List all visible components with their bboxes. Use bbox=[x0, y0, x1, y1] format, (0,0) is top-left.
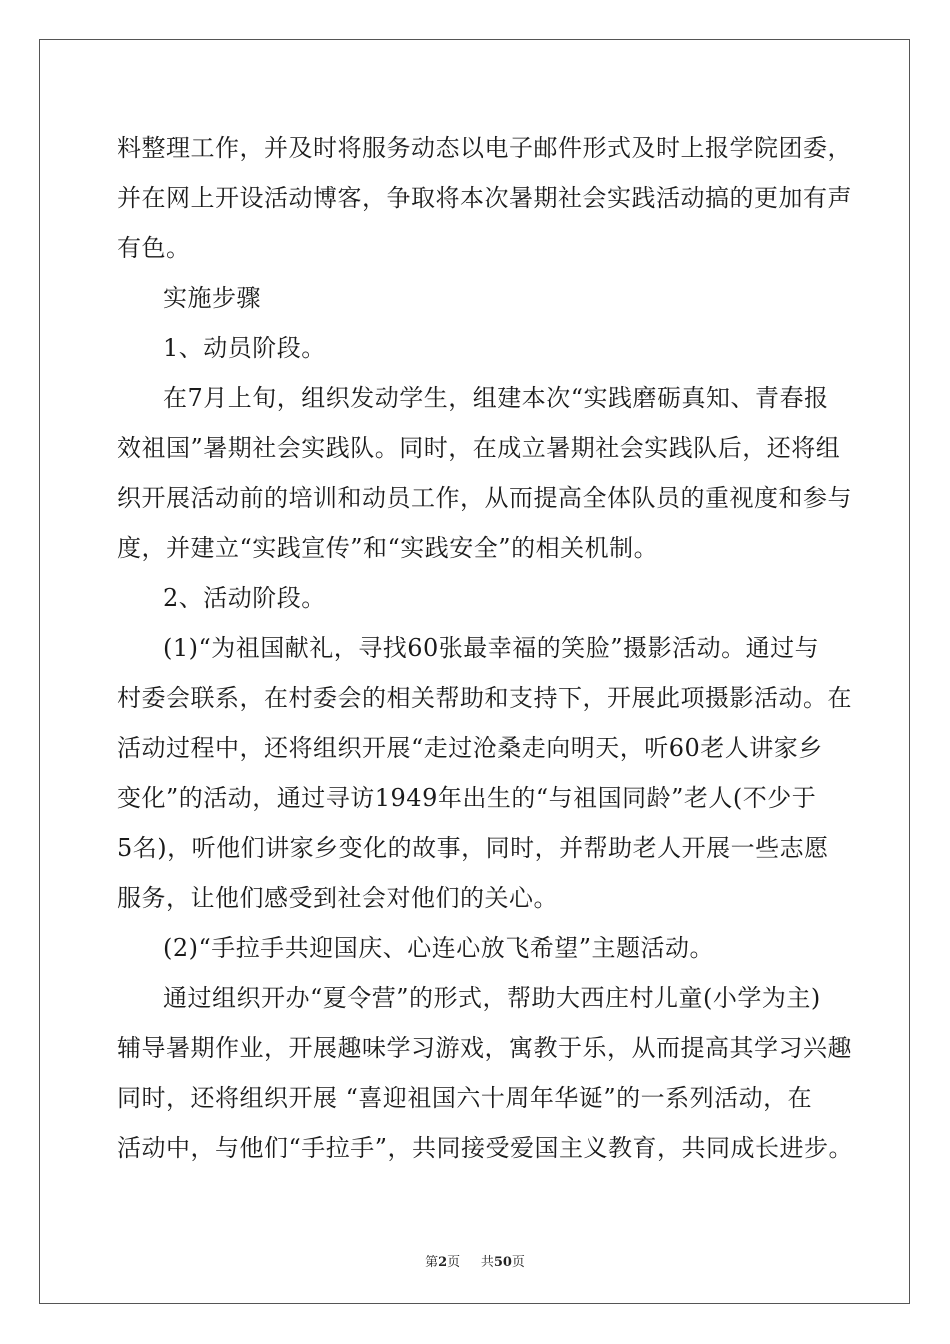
text-line: 村委会联系，在村委会的相关帮助和支持下，开展此项摄影活动。在 bbox=[117, 684, 852, 712]
text-line: 效祖国”暑期社会实践队。同时，在成立暑期社会实践队后，还将组 bbox=[117, 434, 841, 462]
text-line: 5名)，听他们讲家乡变化的故事，同时，并帮助老人开展一些志愿 bbox=[117, 834, 829, 862]
section-heading: 实施步骤 bbox=[163, 284, 261, 312]
text-line: (2)“手拉手共迎国庆、心连心放飞希望”主题活动。 bbox=[163, 934, 715, 962]
text-line: 并在网上开设活动博客，争取将本次暑期社会实践活动搞的更加有声 bbox=[117, 184, 852, 212]
step-heading: 2、活动阶段。 bbox=[163, 584, 326, 612]
text-line: (1)“为祖国献礼，寻找60张最幸福的笑脸”摄影活动。通过与 bbox=[163, 634, 820, 662]
text-line: 活动过程中，还将组织开展“走过沧桑走向明天，听60老人讲家乡 bbox=[117, 734, 823, 762]
text-line: 活动中，与他们“手拉手”，共同接受爱国主义教育，共同成长进步。 bbox=[117, 1134, 854, 1162]
text-line: 同时，还将组织开展 “喜迎祖国六十周年华诞”的一系列活动，在 bbox=[117, 1084, 813, 1112]
step-heading: 1、动员阶段。 bbox=[163, 334, 326, 362]
total-pages: 共50页 bbox=[480, 1255, 525, 1270]
text-line: 在7月上旬，组织发动学生，组建本次“实践磨砺真知、青春报 bbox=[163, 384, 829, 412]
text-line: 有色。 bbox=[117, 234, 191, 262]
text-line: 服务，让他们感受到社会对他们的关心。 bbox=[117, 884, 558, 912]
page-footer bbox=[0, 1251, 950, 1270]
text-line: 织开展活动前的培训和动员工作，从而提高全体队员的重视度和参与 bbox=[117, 484, 852, 512]
text-line: 通过组织开办“夏令营”的形式，帮助大西庄村儿童(小学为主) bbox=[163, 984, 821, 1012]
text-line: 辅导暑期作业，开展趣味学习游戏，寓教于乐，从而提高其学习兴趣 bbox=[117, 1034, 852, 1062]
page-number: 第2页 bbox=[425, 1255, 461, 1270]
text-line: 度，并建立“实践宣传”和“实践安全”的相关机制。 bbox=[117, 534, 659, 562]
text-line: 变化”的活动，通过寻访1949年出生的“与祖国同龄”老人(不少于 bbox=[117, 784, 817, 812]
text-line: 料整理工作，并及时将服务动态以电子邮件形式及时上报学院团委， bbox=[117, 134, 852, 162]
page-border bbox=[39, 39, 910, 1304]
